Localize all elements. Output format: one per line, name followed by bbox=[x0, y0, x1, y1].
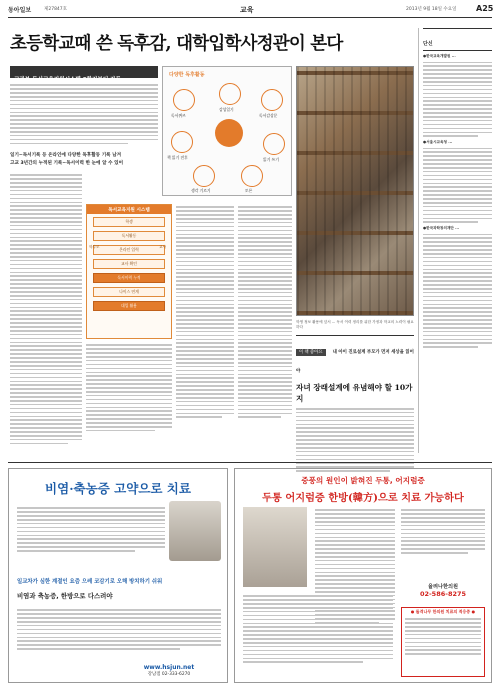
diagram-node-diary bbox=[219, 83, 241, 105]
diagram-node-report-label: 독서감상문 bbox=[259, 113, 278, 118]
body-col-2 bbox=[86, 342, 172, 434]
diagram-node-debate-label: 토론 bbox=[245, 188, 253, 193]
diagram-center-icon bbox=[215, 119, 243, 147]
ad-right-indication-box bbox=[401, 607, 485, 677]
ad-right-box-title: ● 돌격나무 한의원 치료의 적응증 ● bbox=[410, 609, 476, 614]
side-article-title: 내 아이 진로설계 부모가 먼저 세상을 읽어야 bbox=[296, 350, 414, 374]
ad-right-title-1: 중풍의 원인이 밝혀진 두통, 어지럼증 bbox=[301, 476, 425, 485]
diagram-title: 다양한 독후활동 bbox=[169, 72, 205, 78]
side-article-tag: 이 책 좋아요 bbox=[296, 349, 326, 356]
side-article-subtitle: 자녀 장래설계에 유념해야 할 10가지 bbox=[296, 383, 413, 403]
activity-diagram bbox=[162, 66, 292, 196]
diagram-node-quiz-label: 독서퀴즈 bbox=[171, 113, 186, 118]
ad-right-title-2: 두통 어지럼증 한방(韓方)으로 치료 가능하다 bbox=[262, 492, 464, 504]
body-col-4 bbox=[238, 204, 292, 420]
ad-left bbox=[8, 468, 228, 683]
diagram-node-debate bbox=[241, 165, 263, 187]
right-bullet-3: ●한국과학창의재단 ... bbox=[423, 226, 460, 231]
section-title: 교육 bbox=[240, 6, 254, 14]
ad-left-contact bbox=[117, 664, 221, 677]
flow-side-parent: 학부모 bbox=[89, 245, 100, 249]
flow-step-3: 온라인 입력 bbox=[93, 245, 165, 255]
right-column-header bbox=[423, 28, 492, 51]
sub-bullet-1: 일기~독서기록 등 온라인에 다양한 독후활동 기록 남겨 bbox=[10, 153, 122, 158]
diagram-node-before-after-label: 책 읽기 전후 bbox=[167, 155, 188, 160]
headline: 초등학교때 쓴 독후감, 대학입학사정관이 본다 bbox=[10, 34, 343, 54]
subheadline-box bbox=[10, 66, 158, 83]
ad-left-doctor-photo bbox=[169, 501, 221, 561]
flow-step-5: 독서이력 누적 bbox=[93, 273, 165, 283]
right-column-title: 단신 bbox=[423, 41, 433, 47]
photo-bookshelf bbox=[296, 66, 414, 316]
diagram-node-before-after bbox=[171, 131, 193, 153]
body-col-3 bbox=[176, 204, 234, 420]
ad-right-clinic-name: 율려나한의원 bbox=[427, 584, 459, 590]
flow-step-2: 독서활동 bbox=[93, 231, 165, 241]
side-article bbox=[296, 335, 414, 453]
diagram-node-think-label: 생각 기르기 bbox=[191, 188, 211, 193]
intro-paragraph bbox=[10, 82, 158, 147]
flowchart-panel bbox=[86, 204, 172, 339]
ad-right-photo bbox=[243, 507, 307, 587]
diagram-node-diary-label: 감성일기 bbox=[219, 107, 234, 112]
diagram-node-write-label: 읽기 쓰기 bbox=[263, 157, 279, 162]
diagram-node-quiz bbox=[173, 89, 195, 111]
right-bullet-2: ●서울시교육청 ... bbox=[423, 140, 453, 145]
flow-side-teacher: 교사 bbox=[159, 245, 166, 249]
subheadline-text: 교과부 독서교육지원시스템 2학기부터 가동 bbox=[14, 77, 121, 83]
photo-caption bbox=[296, 320, 414, 330]
sub-bullet-2: 고교 3년간의 누적된 기록~독서이력 한 눈에 알 수 있어 bbox=[10, 161, 124, 166]
page-number: A25 bbox=[476, 4, 494, 13]
flowchart-title: 독서교육지원 시스템 bbox=[87, 205, 171, 214]
diagram-node-think bbox=[193, 165, 215, 187]
ad-left-website[interactable]: www.hsjun.net bbox=[143, 664, 195, 671]
page-header bbox=[8, 5, 492, 17]
diagram-node-report bbox=[261, 89, 283, 111]
ad-right-clinic bbox=[401, 583, 485, 598]
flow-step-7: 대입 활용 bbox=[93, 301, 165, 311]
sub-bullets bbox=[10, 152, 160, 168]
ad-right-phone: 02-586-8275 bbox=[419, 590, 467, 598]
diagram-node-write bbox=[263, 133, 285, 155]
photo-caption-text: 학생 정보 활용에 앞서 ... 독서 이력 정리를 위한 가정과 학교의 노력이 필요하다 bbox=[296, 320, 414, 330]
flow-step-4: 교사 확인 bbox=[93, 259, 165, 269]
paper-name: 동아일보 bbox=[8, 7, 32, 14]
ad-left-phone: 강남점 02-333-6270 bbox=[147, 672, 191, 677]
issue-number: 제27847호 bbox=[44, 7, 68, 12]
right-bullet-1: ●한국교육개발원 ... bbox=[423, 54, 456, 58]
ad-left-subtitle-1: 일교차가 심한 계절인 요즘 으레 코감기로 오해 방치하기 쉬워 bbox=[17, 579, 163, 585]
flow-step-6: 나이스 연계 bbox=[93, 287, 165, 297]
body-col-1 bbox=[10, 172, 82, 447]
ad-left-title: 비염·축농증 고약으로 치료 bbox=[45, 481, 191, 496]
flow-step-1: 학생 bbox=[93, 217, 165, 227]
ad-right bbox=[234, 468, 492, 683]
right-column bbox=[418, 28, 492, 453]
date: 2013년 9월 18일 수요일 bbox=[406, 7, 457, 12]
ad-left-subtitle-2: 비염과 축농증, 한방으로 다스려야 bbox=[17, 592, 113, 600]
